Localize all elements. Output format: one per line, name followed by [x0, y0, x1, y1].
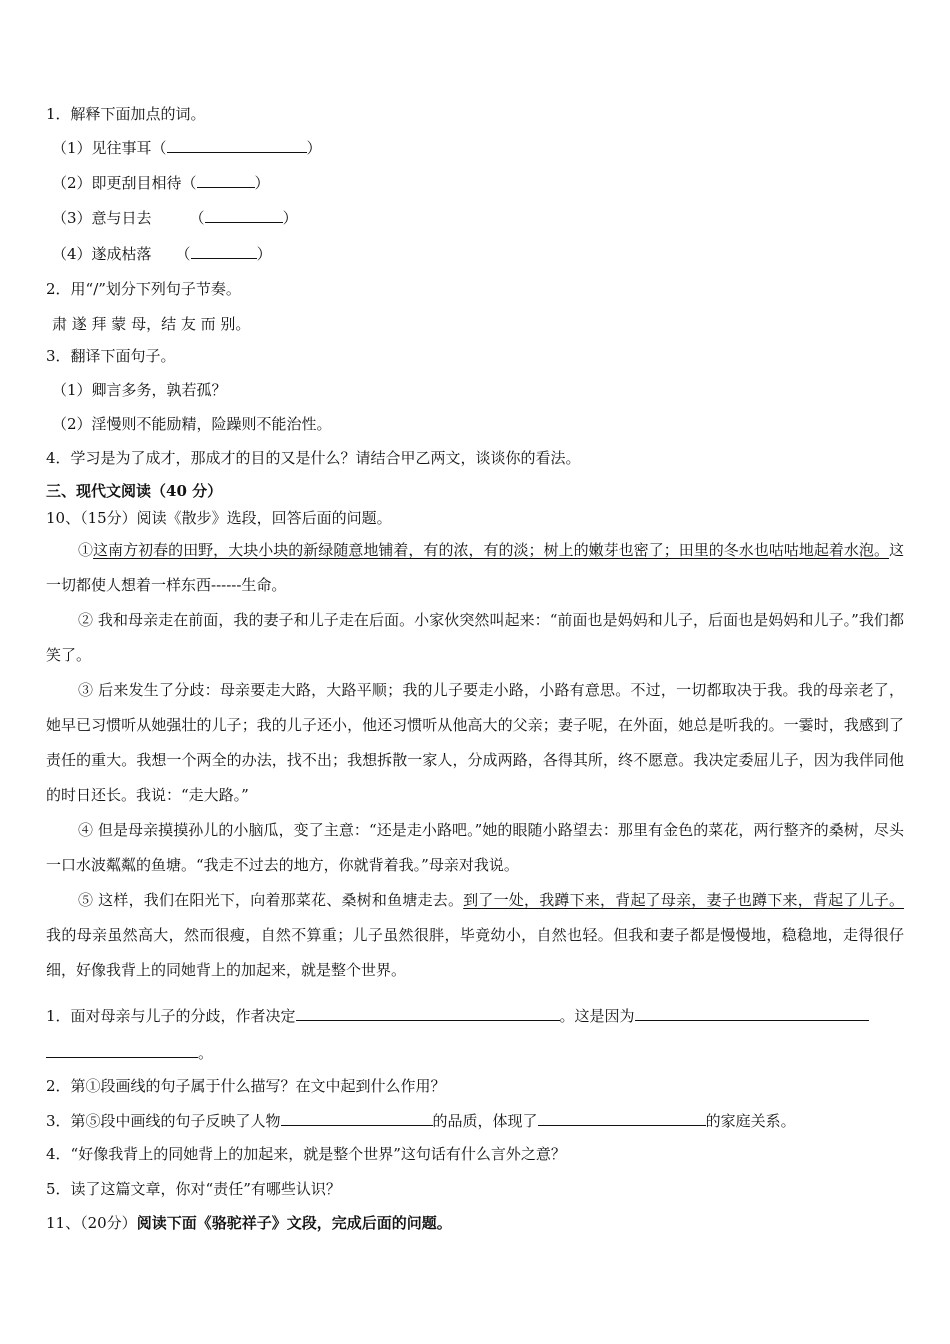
q10-question-1: 1．面对母亲与儿子的分歧，作者决定 。这是因为 [46, 1005, 869, 1026]
answer-blank[interactable] [46, 1042, 198, 1058]
q1-title: 1．解释下面加点的词。 [46, 105, 206, 123]
q10-question-2: 2．第①段画线的句子属于什么描写？在文中起到什么作用？ [46, 1077, 446, 1095]
passage-paragraph-2: ② 我和母亲走在前面，我的妻子和儿子走在后面。小家伙突然叫起来：“前面也是妈妈和儿子，后面也是妈妈和儿子。”我们都笑了。 [46, 611, 904, 664]
passage-paragraph-3: ③ 后来发生了分歧：母亲要走大路，大路平顺；我的儿子要走小路，小路有意思。不过，一切都取决于我。我的母亲老了，她早已习惯听从她强壮的儿子；我的儿子还小，他还习惯听从他高大的父亲；妻子呢，在外面，她总是听我的。一霎时，我感到了责任的重大。我想一个两全的办法，找不出；我想拆散一家人，分成两路，各得其所，终不愿意。我决定委屈儿子，因为我伴同他的时日还长。我说：“走大路。” [46, 681, 904, 804]
q3-title: 3．翻译下面句子。 [46, 347, 176, 365]
q10-header: 10、（15分）阅读《散步》选段，回答后面的问题。 [46, 509, 392, 527]
q10-question-1-cont: 。 [46, 1042, 213, 1063]
answer-blank[interactable] [191, 243, 257, 259]
underlined-sentence: 这南方初春的田野，大块小块的新绿随意地铺着，有的浓，有的淡；树上的嫩芽也密了；田里的冬水也咕咕地起着水泡。 [93, 541, 889, 559]
answer-blank[interactable] [205, 207, 283, 223]
q11-header: 11、（20分）阅读下面《骆驼祥子》文段，完成后面的问题。 [46, 1214, 452, 1232]
section-heading: 三、现代文阅读（40 分） [46, 482, 223, 500]
answer-blank[interactable] [538, 1110, 706, 1126]
passage-paragraph-5: ⑤ 这样，我们在阳光下，向着那菜花、桑树和鱼塘走去。到了一处，我蹲下来，背起了母亲，妻子也蹲下来，背起了儿子。我的母亲虽然高大，然而很瘦，自然不算重；儿子虽然很胖，毕竟幼小，自然也轻。但我和妻子都是慢慢地，稳稳地，走得很仔细，好像我背上的同她背上的加起来，就是整个世界。 [46, 891, 904, 979]
passage-paragraph-4: ④ 但是母亲摸摸孙儿的小脑瓜，变了主意：“还是走小路吧。”她的眼随小路望去：那里有金色的菜花，两行整齐的桑树，尽头一口水波粼粼的鱼塘。“我走不过去的地方，你就背着我。”母亲对我说。 [46, 821, 904, 874]
q3-item-1: （1）卿言多务，孰若孤？ [52, 381, 227, 399]
answer-blank[interactable] [296, 1005, 560, 1021]
q1-item-4: （4）遂成枯落 （ ） [52, 245, 272, 263]
q1-item-2: （2）即更刮目相待（ ） [52, 174, 270, 192]
q3-item-2: （2）淫慢则不能励精，险躁则不能治性。 [52, 415, 332, 433]
q10-question-4: 4．“好像我背上的同她背上的加起来，就是整个世界”这句话有什么言外之意？ [46, 1145, 566, 1163]
q1-item-1: （1）见往事耳（ ） [52, 139, 322, 157]
q2-sentence: 肃 遂 拜 蒙 母，结 友 而 别。 [52, 315, 251, 333]
q10-question-3: 3．第⑤段中画线的句子反映了人物 的品质，体现了 的家庭关系。 [46, 1112, 796, 1130]
q2-title: 2．用“/”划分下列句子节奏。 [46, 280, 241, 298]
answer-blank[interactable] [167, 137, 307, 153]
answer-blank[interactable] [197, 172, 255, 188]
q10-question-5: 5．读了这篇文章，你对“责任”有哪些认识？ [46, 1180, 341, 1198]
q4-title: 4．学习是为了成才，那成才的目的又是什么？请结合甲乙两文，谈谈你的看法。 [46, 449, 581, 467]
answer-blank[interactable] [281, 1110, 433, 1126]
underlined-sentence: 到了一处，我蹲下来，背起了母亲，妻子也蹲下来，背起了儿子。 [463, 891, 904, 909]
answer-blank[interactable] [635, 1005, 869, 1021]
passage-paragraph-1: ①这南方初春的田野，大块小块的新绿随意地铺着，有的浓，有的淡；树上的嫩芽也密了；田里的冬水也咕咕地起着水泡。这一切都使人想着一样东西------生命。 [46, 541, 904, 594]
q1-item-3: （3）意与日去 （ ） [52, 209, 298, 227]
